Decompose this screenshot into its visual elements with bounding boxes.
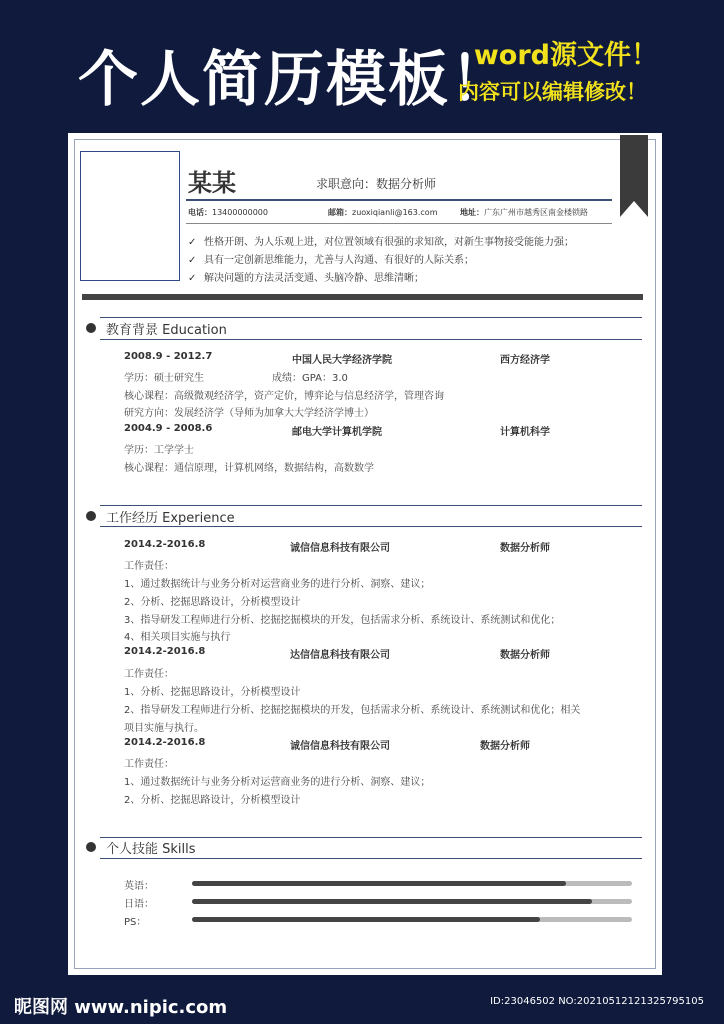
experience-title: 工作经历 Experience — [106, 511, 235, 526]
contact-divider — [186, 223, 612, 224]
skill-bar — [192, 881, 632, 886]
edu-date: 2008.9 - 2012.7 — [124, 351, 213, 362]
job-company: 诚信信息科技有限公司 — [290, 543, 390, 554]
addr-label: 地址： — [460, 208, 484, 217]
check-icon: ✓ — [188, 273, 197, 284]
job-line: 4、相关项目实施与执行 — [124, 632, 231, 643]
job-company: 诚信信息科技有限公司 — [290, 741, 390, 752]
section-dot-icon — [86, 842, 96, 852]
edu-line: 核心课程：通信原理，计算机网络，数据结构，高数数学 — [124, 463, 374, 474]
edu-degree: 学历：硕士研究生 — [124, 373, 204, 384]
banner-sub-line2: 内容可以编辑修改！ — [458, 80, 647, 104]
skill-fill — [192, 881, 566, 886]
addr-value: 广东广州市越秀区南金楼锁路 — [484, 208, 588, 217]
edu-line: 研究方向：发展经济学（导师为加拿大大学经济学博士） — [124, 408, 374, 419]
check-icon: ✓ — [188, 255, 197, 266]
bookmark-icon — [620, 135, 648, 217]
edu-line: 核心课程：高级微观经济学，资产定价，博弈论与信息经济学，管理咨询 — [124, 391, 444, 402]
profile-bullet — [188, 233, 574, 248]
job-date: 2014.2-2016.8 — [124, 646, 206, 657]
job-intent: 求职意向：数据分析师 — [316, 177, 437, 191]
profile-bullet — [188, 269, 424, 284]
section-rule-bottom — [100, 339, 642, 340]
bullet-text: 具有一定创新思维能力，尤善与人沟通、有很好的人际关系； — [204, 255, 474, 266]
edu-date: 2004.9 - 2008.6 — [124, 423, 213, 434]
job-company: 达信信息科技有限公司 — [290, 650, 390, 661]
email-label: 邮箱： — [328, 208, 352, 217]
job-role: 数据分析师 — [480, 741, 530, 752]
job-line: 2、分析、挖掘思路设计，分析模型设计 — [124, 795, 301, 806]
skill-fill — [192, 899, 592, 904]
skill-bar — [192, 917, 632, 922]
job-role: 数据分析师 — [500, 543, 550, 554]
skill-label: PS： — [124, 917, 147, 928]
job-line: 工作责任： — [124, 759, 174, 770]
skill-bar — [192, 899, 632, 904]
check-icon: ✓ — [188, 237, 197, 248]
edu-score: 成绩：GPA：3.0 — [272, 373, 348, 384]
section-dot-icon — [86, 511, 96, 521]
skill-label: 日语： — [124, 899, 154, 910]
job-line: 1、分析、挖掘思路设计，分析模型设计 — [124, 687, 301, 698]
bullet-text: 解决问题的方法灵活变通、头脑冷静、思维清晰； — [204, 273, 424, 284]
job-line: 2、指导研发工程师进行分析、挖掘挖掘模块的开发，包括需求分析、系统设计、系统测试和优化；相关 — [124, 705, 581, 716]
banner-subtitle — [458, 38, 658, 110]
contact-address — [460, 207, 588, 218]
job-line: 2、分析、挖掘思路设计，分析模型设计 — [124, 597, 301, 608]
contact-phone — [188, 207, 268, 218]
section-rule-top — [100, 505, 642, 506]
job-line: 3、指导研发工程师进行分析、挖掘挖掘模块的开发，包括需求分析、系统设计、系统测试和优化； — [124, 615, 561, 626]
job-line: 1、通过数据统计与业务分析对运营商业务的进行分析、洞察、建议； — [124, 777, 431, 788]
email-value: zuoxiqianli@163.com — [352, 208, 438, 217]
banner-sub-line1: word源文件！ — [473, 40, 658, 71]
section-rule-top — [100, 317, 642, 318]
job-date: 2014.2-2016.8 — [124, 539, 206, 550]
footer-id: ID:23046502 NO:20210512121325795105 — [490, 996, 704, 1007]
section-dot-icon — [86, 323, 96, 333]
photo-placeholder — [80, 151, 180, 281]
candidate-name: 某某 — [188, 169, 236, 197]
skills-title: 个人技能 Skills — [106, 842, 196, 857]
skill-fill — [192, 917, 540, 922]
profile-bullet — [188, 251, 474, 266]
education-title: 教育背景 Education — [106, 323, 227, 338]
edu-school: 中国人民大学经济学院 — [292, 355, 392, 366]
job-line: 工作责任： — [124, 669, 174, 680]
edu-major: 计算机科学 — [500, 427, 550, 438]
bullet-text: 性格开朗、为人乐观上进，对位置领域有很强的求知欲，对新生事物接受能能力强； — [204, 237, 574, 248]
phone-label: 电话： — [188, 208, 212, 217]
skill-label: 英语： — [124, 881, 154, 892]
footer-logo: 昵图网 www.nipic.com — [14, 997, 228, 1018]
edu-major: 西方经济学 — [500, 355, 550, 366]
section-rule-bottom — [100, 858, 642, 859]
contact-email — [328, 207, 438, 218]
edu-line: 学历：工学学士 — [124, 445, 194, 456]
banner-title: 个人简历模板！ — [78, 45, 512, 115]
job-role: 数据分析师 — [500, 650, 550, 661]
job-date: 2014.2-2016.8 — [124, 737, 206, 748]
header-rule — [82, 294, 643, 300]
name-divider — [186, 199, 612, 201]
resume-paper — [68, 133, 662, 975]
job-line: 工作责任： — [124, 561, 174, 572]
edu-school: 邮电大学计算机学院 — [292, 427, 382, 438]
phone-value: 13400000000 — [212, 208, 268, 217]
job-line: 项目实施与执行。 — [124, 723, 204, 734]
job-line: 1、通过数据统计与业务分析对运营商业务的进行分析、洞察、建议； — [124, 579, 431, 590]
section-rule-bottom — [100, 526, 642, 527]
